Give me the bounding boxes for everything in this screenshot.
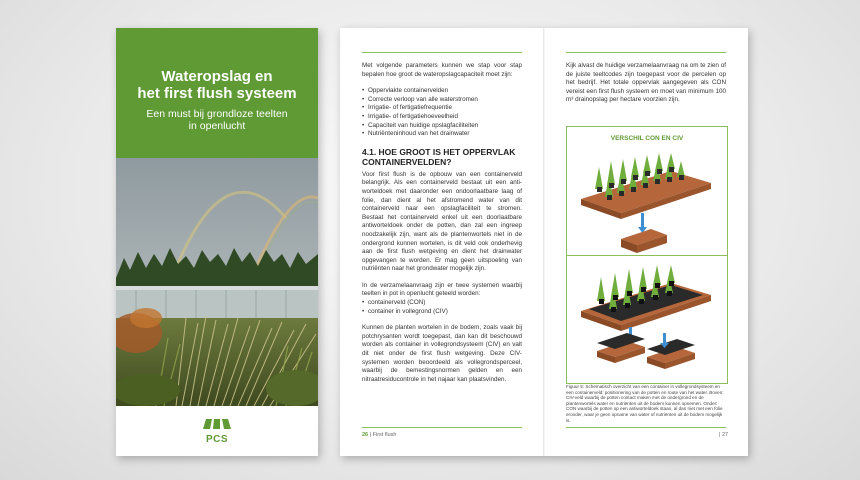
list-item: • containerveld (CON) [362, 299, 522, 308]
list-item: • container in vollegrond (CIV) [362, 308, 522, 317]
list-item: • Capaciteit van huidige opslagfaciliteiten [362, 122, 522, 131]
page-number: 26 [362, 432, 369, 438]
booklet-spread [340, 28, 748, 456]
figure-illustration [567, 127, 727, 383]
logo-text: PCS [205, 434, 229, 445]
paragraph: Kunnen de planten wortelen in de bodem, zoals vaak bij potchrysanten wordt toegepast, dan kan dit beschouwd worden als container in vollegrondsysteem (CIV) en valt dit niet onder de first flush wetgeving. Deze CIV-systemen worden beoordeeld als vollegrondsperceel, waarbij de bemestingsnormen gelden en een nitraatresiducontrole in het najaar kan plaatsvinden. [362, 324, 522, 383]
intro-paragraph: Met volgende parameters kunnen we stap voor stap bepalen hoe groot de wateropslagcapaciteit moet zijn: [362, 62, 522, 78]
list-item: • Irrigatie- of fertigatiefrequentie [362, 104, 522, 113]
page-footer-right: | 27 [719, 432, 729, 438]
brochure-cover [116, 28, 318, 456]
page-footer-left: 26 | First flush [362, 432, 397, 438]
section-heading: 4.1. HOE GROOT IS HET OPPERVLAK CONTAINERVELDEN? [362, 146, 516, 167]
parameter-list [362, 87, 522, 139]
left-page-body [362, 62, 522, 392]
page-fold [543, 28, 545, 456]
cover-title-block [116, 28, 318, 158]
top-rule-right [566, 52, 726, 53]
civ-label: CIV [689, 172, 700, 179]
bottom-rule-right [566, 427, 726, 428]
list-item: • Nutriënteninhoud van het drainwater [362, 130, 522, 139]
list-item: • Irrigatie- of fertigatiehoeveelheid [362, 113, 522, 122]
right-page-body [566, 62, 726, 113]
pcs-logo [202, 416, 232, 445]
con-label: CON [687, 282, 702, 289]
figure-caption: Figuur 5: Schematisch overzicht van een container in vollegrondsysteem en een containerveld: positionering van de potten en route van het water. Boven: CIV-veld waarbij de potten contact maken met de ondergrond en de plantenwortels water en nutriënten uit de bodem kunnen opnemen. Onder: CON waarbij de potten op een antiworteldoek staan, al dan niet met een folie eronder, waar je geen opname van water of nutriënten uit de bodem mogelijk is. [566, 384, 724, 423]
system-list [362, 299, 522, 316]
paragraph: Kijk alvast de huidige verzamelaanvraag na om te zien of de juiste teeltcodes zijn toegepast voor de percelen op het bedrijf. Het totale oppervlak aangegeven als CON vereist een first flush systeem en moet van minimum 100 m³ drainopslag per hectare voorzien zijn. [566, 62, 726, 104]
pcs-logo-icon [202, 419, 232, 429]
paragraph: Voor first flush is de opbouw van een containerveld belangrijk. Als een containerveld bestaat uit een anti-worteldoek met daaronder een ondoorlaatbare laag of folie, dan dient al het afstromend water van dit containerveld naar een opslagfaciliteit te stromen. Bestaat het containerveld enkel uit een doorlaatbare antiworteldoek onder de potten, dan zal een ingreep noodzakelijk zijn, want als de plantenwortels niet in de ondergrond kunnen wortelen, is dit veld ook onderhevig aan de first flush wetgeving en dient het drainwater opgevangen te worden. Er mag geen uitspoeling van nutriënten naar het grondwater mogelijk zijn. [362, 170, 522, 273]
page-number: 27 [721, 432, 729, 438]
cover-subtitle: Een must bij grondloze teelten in openlucht [146, 108, 288, 132]
list-item: • Oppervlakte containervelden [362, 87, 522, 96]
list-item: • Correcte verloop van alle waterstromen [362, 96, 522, 105]
cover-photo [116, 158, 318, 406]
paragraph: In de verzamelaanvraag zijn er twee systemen waarbij teelten in pot in openlucht geteeld worden: [362, 281, 522, 298]
figure-title: VERSCHIL CON EN CIV [610, 135, 684, 142]
footer-text: First flush [372, 432, 397, 438]
figure-con-civ [566, 126, 728, 384]
cover-title: Wateropslag en het first flush systeem [137, 68, 297, 102]
bottom-rule-left [362, 427, 522, 428]
top-rule-left [362, 52, 522, 53]
water-arrow [641, 213, 644, 227]
